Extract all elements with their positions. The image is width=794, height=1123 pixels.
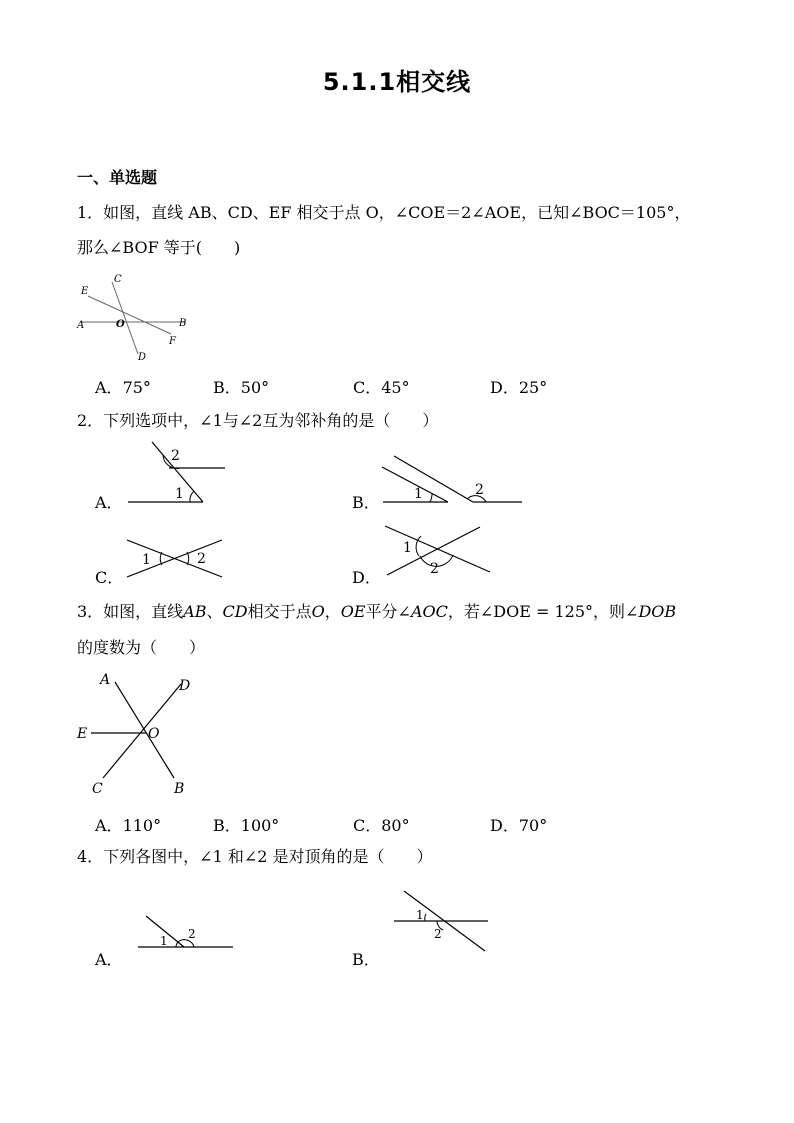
q2-option-c[interactable] — [95, 565, 123, 588]
q1-label-e: E — [81, 286, 89, 297]
q3-label-c: C — [92, 781, 103, 797]
q3-text-line2: 的度数为（ ） — [77, 638, 206, 657]
q4-option-a[interactable] — [95, 947, 123, 970]
q3-option-d[interactable] — [490, 813, 547, 836]
option-label: A． — [95, 493, 123, 512]
q3-label-e: E — [77, 726, 88, 742]
q2-text-line1: 2．下列选项中，∠1与∠2互为邻补角的是（ ） — [77, 411, 439, 430]
option-label: B． — [352, 950, 380, 969]
option-label: C． — [353, 378, 382, 397]
q3-var-cd: CD — [222, 602, 248, 621]
q2-figure-c — [125, 536, 225, 581]
q2-option-b[interactable] — [352, 490, 380, 513]
q3-label-a: A — [100, 672, 111, 688]
option-text: 100° — [240, 816, 280, 835]
option-text: 25° — [518, 378, 548, 397]
q3-label-d: D — [179, 678, 191, 694]
option-text: 70° — [518, 816, 548, 835]
q2-figure-d — [383, 520, 493, 580]
q3-var-oe: OE — [340, 602, 366, 621]
q1-option-b[interactable] — [213, 375, 269, 398]
q3-text-b: 相交于点 — [247, 602, 312, 621]
q1-label-c: C — [114, 274, 122, 285]
q4b-angle-2: 2 — [434, 927, 442, 941]
q3-var-ab: AB — [183, 602, 207, 621]
q2a-angle-1: 1 — [175, 486, 184, 502]
option-label: A． — [95, 950, 123, 969]
q1-option-a[interactable] — [95, 375, 151, 398]
option-label: B． — [213, 378, 241, 397]
q3-text-a: 3．如图，直线 — [77, 602, 184, 621]
q3-option-b[interactable] — [213, 813, 279, 836]
q4a-angle-1: 1 — [160, 934, 168, 948]
option-text: 50° — [240, 378, 270, 397]
q3-text-c: 平分∠ — [365, 602, 411, 621]
q1-text-line2: 那么∠BOF 等于( ) — [77, 238, 241, 257]
option-label: A． — [95, 816, 123, 835]
option-label: C． — [95, 568, 124, 587]
q4-option-b[interactable] — [352, 947, 380, 970]
q3-label-o: O — [148, 726, 160, 742]
q4a-angle-2: 2 — [188, 927, 196, 941]
q4-figure-a — [136, 912, 236, 952]
q3-text-line1 — [77, 602, 676, 622]
q1-label-d: D — [138, 352, 147, 363]
section-heading: 一、单选题 — [77, 168, 158, 187]
q3-option-a[interactable] — [95, 813, 161, 836]
option-text: 75° — [122, 378, 151, 397]
option-label: D． — [490, 816, 519, 835]
q2b-angle-1: 1 — [414, 486, 423, 502]
q3-label-b: B — [174, 781, 185, 797]
q3-option-c[interactable] — [353, 813, 410, 836]
q2-figure-b — [380, 452, 525, 510]
q1-label-b: B — [179, 318, 187, 329]
q2a-angle-2: 2 — [171, 448, 180, 464]
option-label: B． — [213, 816, 241, 835]
option-label: B． — [352, 493, 380, 512]
option-text: 45° — [381, 378, 410, 397]
q3-figure — [76, 670, 201, 800]
q1-label-a: A — [77, 320, 85, 331]
q3-var-dob: DOB — [638, 602, 677, 621]
q3-text-d: ，若∠DOE = 125°，则∠ — [447, 602, 639, 621]
q1-option-d[interactable] — [490, 375, 547, 398]
q1-label-o: O — [116, 319, 125, 330]
q2c-angle-1: 1 — [142, 552, 151, 568]
q1-label-f: F — [169, 336, 176, 347]
option-label: D． — [490, 378, 519, 397]
q2-option-a[interactable] — [95, 490, 123, 513]
option-text: 80° — [381, 816, 410, 835]
q2-option-d[interactable] — [352, 565, 381, 588]
option-label: D． — [352, 568, 381, 587]
option-label: C． — [353, 816, 382, 835]
q1-figure — [76, 272, 196, 362]
q4b-angle-1: 1 — [416, 908, 424, 922]
option-label: A． — [95, 378, 123, 397]
q3-var-o: O — [311, 602, 325, 621]
q2b-angle-2: 2 — [475, 482, 484, 498]
q2d-angle-2: 2 — [430, 561, 439, 577]
q4-figure-b — [392, 886, 492, 956]
q1-text-line1: 1．如图，直线 AB、CD、EF 相交于点 O，∠COE＝2∠AOE，已知∠BOC＝105°， — [77, 203, 691, 222]
page-title: 5.1.1相交线 — [322, 68, 472, 96]
q2c-angle-2: 2 — [197, 551, 206, 567]
q3-var-aoc: AOC — [410, 602, 448, 621]
q2-figure-a — [125, 440, 230, 510]
q3-comma: ， — [324, 602, 341, 621]
q3-sep: 、 — [206, 602, 223, 621]
q1-option-c[interactable] — [353, 375, 410, 398]
q2d-angle-1: 1 — [403, 540, 412, 556]
option-text: 110° — [122, 816, 162, 835]
q4-text-line1: 4．下列各图中，∠1 和∠2 是对顶角的是（ ） — [77, 847, 433, 866]
